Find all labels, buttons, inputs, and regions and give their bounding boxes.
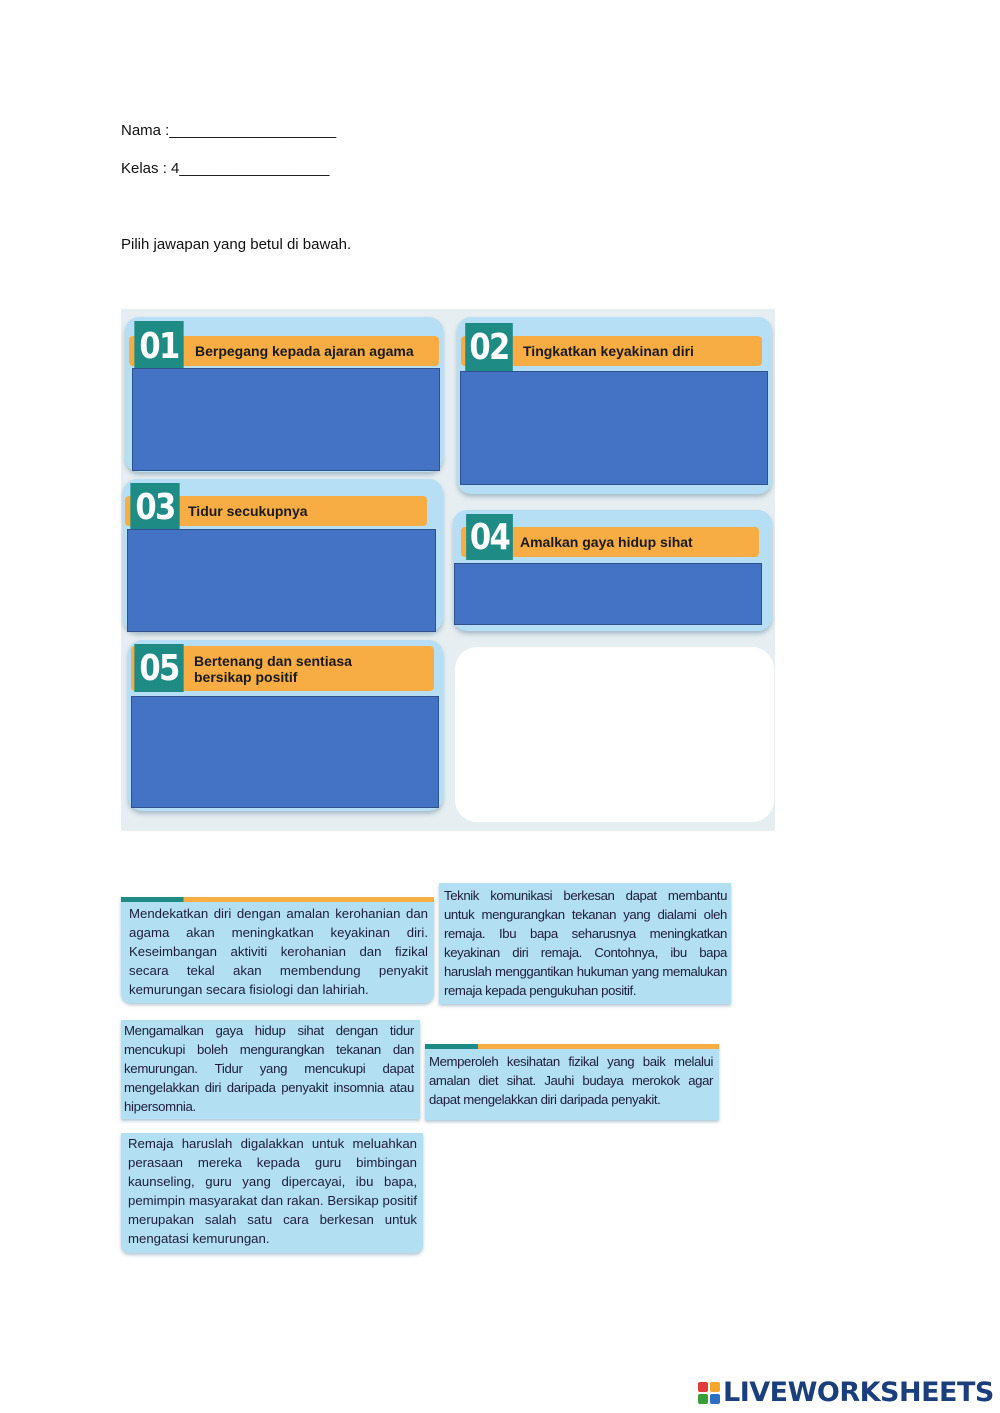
answer-text-1: Mendekatkan diri dengan amalan kerohanian dan agama akan meningkatkan keyakinan diri. Keseimbangan aktiviti kerohanian dan fizikal secara tekal akan membendung penyakit kemurungan secara fisiologi dan lahiriah. <box>129 906 428 997</box>
card-01 <box>125 317 443 472</box>
card-05-title: Bertenang dan sentiasa bersikap positif <box>194 652 352 685</box>
answer-text-3: Mengamalkan gaya hidup sihat dengan tidur mencukupi boleh mengurangkan tekanan dan kemurungan. Tidur yang mencukupi dapat mengelakkan diri daripada penyakit insomnia atau hipersomnia. <box>124 1023 414 1114</box>
drop-box-01[interactable] <box>132 368 440 471</box>
drop-box-05[interactable] <box>131 696 439 808</box>
answer-card-5[interactable] <box>121 1133 423 1253</box>
card-03-title: Tidur secukupnya <box>188 503 308 519</box>
class-field: Kelas : 4__________________ <box>121 160 330 177</box>
card-05 <box>128 640 443 811</box>
card-04-title: Amalkan gaya hidup sihat <box>520 534 693 550</box>
card-01-number: 01 <box>134 321 183 371</box>
drop-box-02[interactable] <box>460 371 768 485</box>
answer-card-4-stripe <box>425 1044 719 1049</box>
answer-card-4[interactable] <box>425 1044 719 1120</box>
logo-text: LIVEWORKSHEETS <box>723 1377 994 1408</box>
liveworksheets-logo <box>698 1377 994 1408</box>
card-04 <box>453 510 772 631</box>
card-05-number: 05 <box>134 644 183 692</box>
answer-card-2[interactable] <box>439 883 731 1004</box>
card-01-title: Berpegang kepada ajaran agama <box>195 343 414 359</box>
card-02-title: Tingkatkan keyakinan diri <box>523 343 694 359</box>
answer-card-1[interactable] <box>121 897 434 1003</box>
answer-card-1-stripe <box>121 897 434 902</box>
logo-icon <box>698 1382 720 1404</box>
matching-panel <box>121 309 775 831</box>
answer-text-5: Remaja haruslah digalakkan untuk meluahkan perasaan mereka kepada guru bimbingan kaunseling, guru yang dipercayai, ibu bapa, pemimpin masyarakat dan rakan. Bersikap positif merupakan salah satu cara berkesan untuk mengatasi kemurungan. <box>128 1136 417 1246</box>
empty-area <box>455 647 774 822</box>
card-02 <box>457 317 772 494</box>
name-field: Nama :____________________ <box>121 122 337 139</box>
card-03 <box>123 479 443 632</box>
answer-text-2: Teknik komunikasi berkesan dapat membantu untuk mengurangkan tekanan yang dialami oleh remaja. Ibu bapa seharusnya meningkatkan keyakinan diri remaja. Contohnya, ibu bapa haruslah menggantikan hukuman yang memalukan remaja kepada pengukuhan positif. <box>444 888 727 998</box>
answer-text-4: Memperoleh kesihatan fizikal yang baik melalui amalan diet sihat. Jauhi budaya merokok agar dapat mengelakkan diri daripada penyakit. <box>429 1054 713 1107</box>
card-04-number: 04 <box>466 514 513 560</box>
card-02-number: 02 <box>465 323 513 371</box>
instruction-text: Pilih jawapan yang betul di bawah. <box>121 236 352 253</box>
answer-card-3[interactable] <box>121 1020 420 1119</box>
drop-box-04[interactable] <box>454 563 762 625</box>
drop-box-03[interactable] <box>127 529 436 632</box>
card-03-number: 03 <box>130 483 179 531</box>
